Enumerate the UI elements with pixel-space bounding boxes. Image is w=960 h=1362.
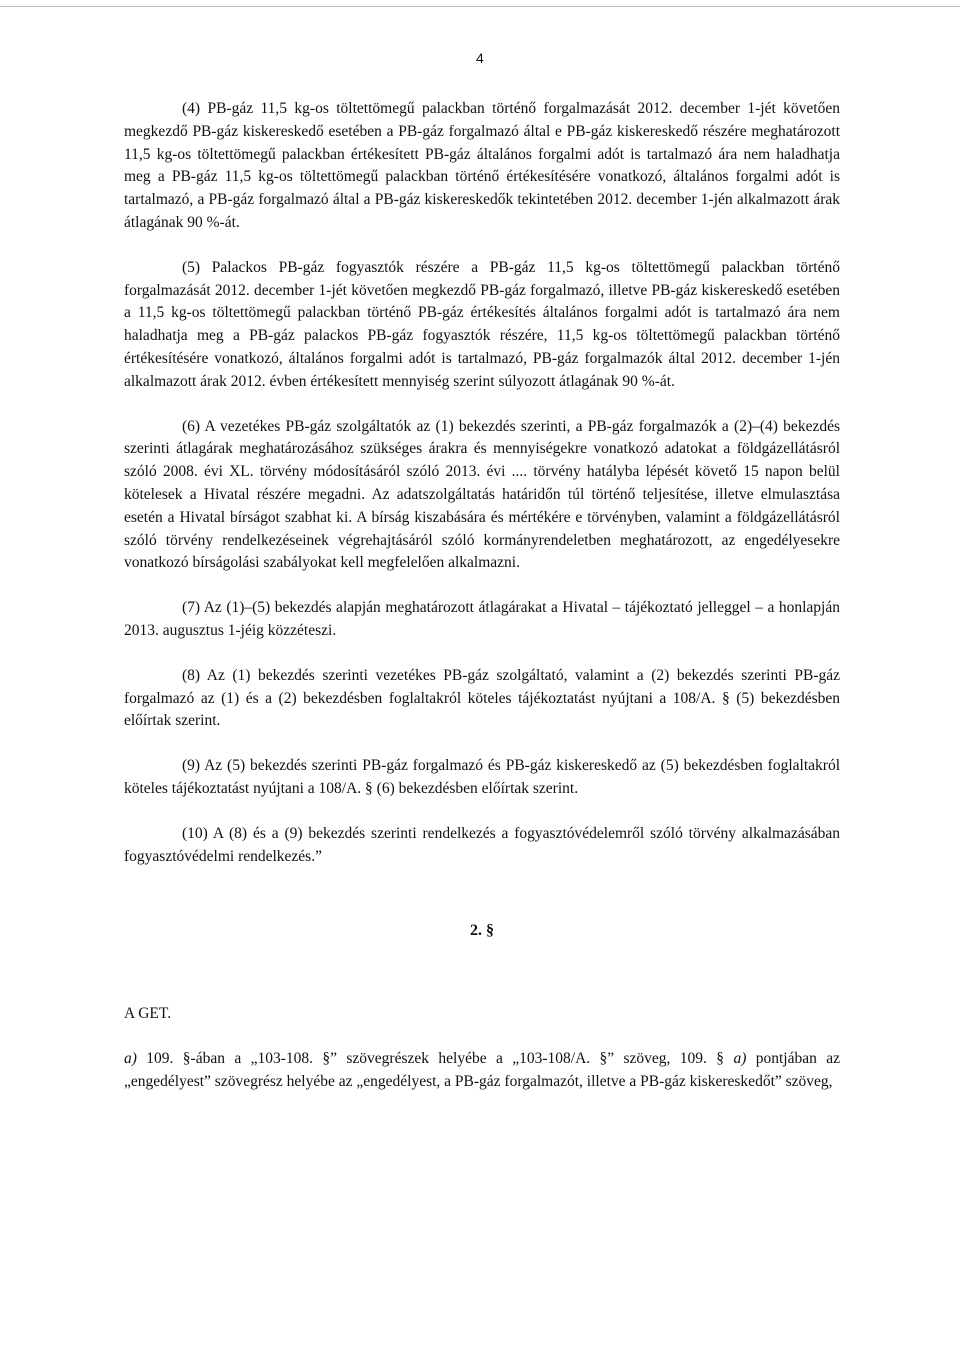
paragraph-7: (7) Az (1)–(5) bekezdés alapján meghatározott átlagárakat a Hivatal – tájékoztató jelleggel – a honlapján 2013. augusztus 1-jéig közzéteszi.: [124, 599, 840, 639]
amendment-point-a: [124, 1048, 840, 1094]
paragraph-9: (9) Az (5) bekezdés szerinti PB-gáz forgalmazó és PB-gáz kiskereskedő az (5) bekezdésben foglaltakról köteles tájékoztatást nyújtani a 108/A. § (6) bekezdésben előírtak szerint.: [124, 757, 840, 797]
top-rule: [0, 6, 960, 7]
paragraph-6: (6) A vezetékes PB-gáz szolgáltatók az (1) bekezdés szerinti, a PB-gáz forgalmazók a (2)–(4) bekezdés szerinti átlagárak meghatározásához szükséges árakra és mennyiségekre vonatkozó adatokat a földgázellátásról szóló 2008. évi XL. törvény módosításáról szóló 2013. évi .... törvény hatályba lépését követő 15 napon belül kötelesek a Hivatal részére megadni. Az adatszolgáltatás határidőn túl történő teljesítése, illetve elmulasztása esetén a Hivatal bírságot szabhat ki. A bírság kiszabására és mértékére e törvényben, valamint a földgázellátásról szóló törvény rendelkezéseinek végrehajtásáról szóló kormányrendeletben meghatározott, az engedélyesekre vonatkozó bírságolási szabályokat kell megfelelően alkalmazni.: [124, 417, 840, 572]
paragraph-10: (10) A (8) és a (9) bekezdés szerinti rendelkezés a fogyasztóvédelemről szóló törvény alkalmazásában fogyasztóvédelmi rendelkezés.”: [124, 824, 840, 865]
paragraph-8: (8) Az (1) bekezdés szerinti vezetékes PB-gáz szolgáltató, valamint a (2) bekezdés szerinti PB-gáz forgalmazó az (1) és a (2) bekezdésben foglaltakról köteles tájékoztatást nyújtani a 108/A. § (5) bekezdésben előírtak szerint.: [124, 666, 840, 730]
point-letter-2: a): [733, 1049, 747, 1067]
paragraph-4: (4) PB-gáz 11,5 kg-os töltettömegű palackban történő forgalmazását 2012. december 1-jét követően megkezdő PB-gáz kiskereskedő esetében a PB-gáz forgalmazó által e PB-gáz kiskereskedő részére meghatározott 11,5 kg-os töltettömegű palackban értékesített PB-gáz általános forgalmi adót is tartalmazó ára nem haladhatja meg a PB-gáz 11,5 kg-os töltettömegű palackban történő értékesítésére vonatkozó, általános forgalmi adót is tartalmazó, a PB-gáz forgalmazó által a PB-gáz kiskereskedők tekintetében 2012. december 1-jén alkalmazott árak átlagának 90 %-át.: [124, 100, 840, 231]
amendment-text-2: pontjában az „engedélyest” szövegrész helyébe az „engedélyest, a PB-gáz forgalmazót, illetve a PB-gáz kiskereskedőt” szöveg,: [124, 1049, 840, 1090]
law-label: A GET.: [124, 1005, 172, 1023]
page-number: 4: [476, 50, 484, 66]
amendment-text-1: 109. §-ában a „103-108. §” szövegrészek helyébe a „103-108/A. §” szöveg, 109. §: [136, 1049, 734, 1067]
section-heading: 2. §: [470, 922, 494, 940]
point-letter: a): [124, 1049, 137, 1067]
document-body: [124, 98, 840, 1094]
paragraph-5: (5) Palackos PB-gáz fogyasztók részére a PB-gáz 11,5 kg-os töltettömegű palackban történő forgalmazását 2012. december 1-jét követően megkezdő PB-gáz forgalmazó, illetve PB-gáz kiskereskedő esetében a 11,5 kg-os töltettömegű palackban történő PB-gáz értékesítés általános forgalmi adót is tartalmazó ára nem haladhatja meg a PB-gáz palackos PB-gáz fogyasztók részére, 11,5 kg-os töltettömegű palackban történő értékesítésére vonatkozó, általános forgalmi adót is tartalmazó, PB-gáz forgalmazók által 2012. december 1-jén alkalmazott árak 2012. évben értékesített mennyiség szerint súlyozott átlagának 90 %-át.: [124, 258, 840, 390]
